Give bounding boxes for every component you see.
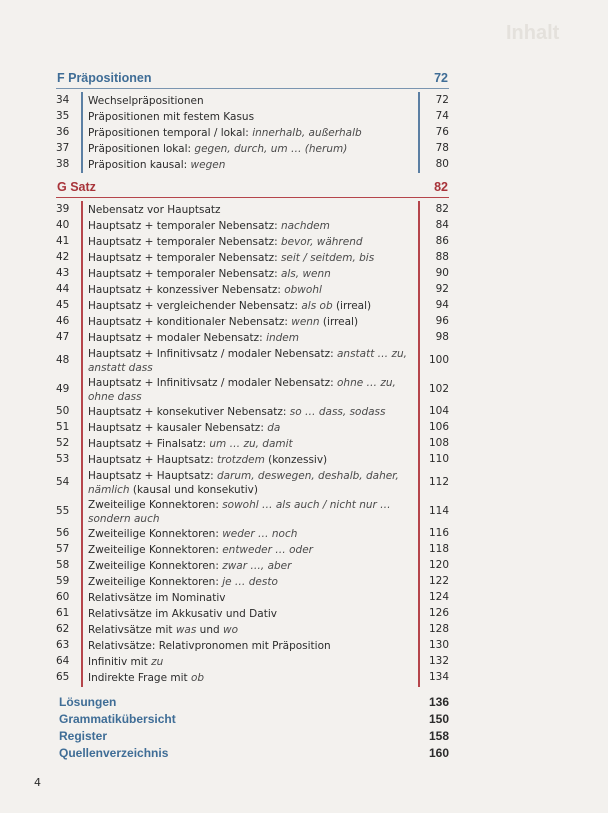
chapter-number: 64: [56, 655, 70, 667]
toc-row[interactable]: [56, 419, 449, 435]
appendix-label: Quellenverzeichnis: [59, 746, 169, 760]
chapter-page: 122: [428, 575, 449, 587]
toc-row[interactable]: [56, 265, 449, 281]
chapter-page: 102: [428, 382, 449, 395]
chapter-title: Hauptsatz + kausaler Nebensatz: da: [88, 422, 281, 434]
toc-row[interactable]: [56, 669, 449, 685]
chapter-page: 110: [428, 453, 449, 465]
section-g-divider: [56, 197, 449, 198]
chapter-page: 86: [435, 235, 449, 247]
chapter-page: 84: [435, 219, 449, 231]
chapter-page: 100: [428, 353, 449, 366]
chapter-number: 37: [56, 142, 70, 154]
appendix-page: 136: [428, 695, 449, 709]
chapter-title: Hauptsatz + konzessiver Nebensatz: obwohl: [88, 284, 322, 296]
chapter-title: Relativsätze im Akkusativ und Dativ: [88, 608, 277, 620]
chapter-number: 45: [56, 299, 70, 311]
chapter-page: 112: [428, 475, 449, 488]
toc-row[interactable]: [56, 108, 449, 124]
toc-row[interactable]: [56, 281, 449, 297]
toc-row[interactable]: [56, 297, 449, 313]
chapter-number: 35: [56, 110, 70, 122]
chapter-title: Hauptsatz + Infinitivsatz / modaler Nebensatz: ohne … zu, ohne dass: [88, 377, 396, 403]
chapter-number: 36: [56, 126, 70, 138]
toc-row[interactable]: [56, 435, 449, 451]
chapter-number: 40: [56, 219, 70, 231]
chapter-number: 41: [56, 235, 70, 247]
chapter-page: 132: [428, 655, 449, 667]
chapter-title: Hauptsatz + vergleichender Nebensatz: als ob (irreal): [88, 300, 372, 312]
toc-row[interactable]: [56, 313, 449, 329]
toc-row[interactable]: [56, 403, 449, 419]
toc-row[interactable]: [56, 573, 449, 589]
chapter-number: 53: [56, 453, 70, 465]
chapter-page: 94: [435, 299, 449, 311]
toc-row[interactable]: [56, 92, 449, 108]
appendix-item-loesungen[interactable]: [59, 695, 449, 712]
chapter-title: Hauptsatz + temporaler Nebensatz: bevor, während: [88, 236, 363, 248]
chapter-page: 92: [435, 283, 449, 295]
toc-row[interactable]: [56, 451, 449, 467]
appendix-page: 160: [428, 746, 449, 760]
toc-row[interactable]: [56, 541, 449, 557]
chapter-number: 43: [56, 267, 70, 279]
toc-row[interactable]: [56, 653, 449, 669]
chapter-number: 57: [56, 543, 70, 555]
ghost-inhalt-title: Inhalt: [506, 22, 560, 44]
chapter-title: Infinitiv mit zu: [88, 656, 164, 668]
chapter-page: 118: [428, 543, 449, 555]
section-f-page: 72: [434, 71, 448, 85]
chapter-page: 106: [428, 421, 449, 433]
chapter-page: 120: [428, 559, 449, 571]
section-g-title: G Satz: [57, 180, 96, 194]
chapter-title: Nebensatz vor Hauptsatz: [88, 204, 221, 216]
section-f-divider: [56, 88, 449, 89]
chapter-title: Hauptsatz + Finalsatz: um … zu, damit: [88, 438, 293, 450]
chapter-page: 74: [435, 110, 449, 122]
chapter-page: 80: [435, 158, 449, 170]
appendix-item-grammatikuebersicht[interactable]: [59, 712, 449, 729]
chapter-title: Hauptsatz + Hauptsatz: darum, deswegen, deshalb, daher, nämlich (kausal und konsekutiv): [88, 470, 399, 496]
chapter-number: 42: [56, 251, 70, 263]
toc-row[interactable]: [56, 156, 449, 172]
chapter-page: 72: [435, 94, 449, 106]
appendix-item-register[interactable]: [59, 729, 449, 746]
chapter-number: 39: [56, 203, 70, 215]
page-number: 4: [34, 776, 41, 789]
chapter-title: Präpositionen mit festem Kasus: [88, 111, 255, 123]
chapter-number: 59: [56, 575, 70, 587]
chapter-title: Hauptsatz + Hauptsatz: trotzdem (konzessiv): [88, 454, 328, 466]
chapter-page: 124: [428, 591, 449, 603]
chapter-title: Relativsätze im Nominativ: [88, 592, 226, 604]
chapter-title: Indirekte Frage mit ob: [88, 672, 205, 684]
toc-row[interactable]: [56, 140, 449, 156]
chapter-page: 128: [428, 623, 449, 635]
chapter-number: 46: [56, 315, 70, 327]
chapter-number: 48: [56, 353, 70, 366]
section-g-rows: [56, 201, 449, 685]
chapter-page: 90: [435, 267, 449, 279]
toc-row[interactable]: [56, 467, 449, 496]
chapter-number: 60: [56, 591, 70, 603]
chapter-number: 56: [56, 527, 70, 539]
appendix-page: 150: [428, 712, 449, 726]
chapter-title: Zweiteilige Konnektoren: zwar …, aber: [88, 560, 292, 572]
chapter-number: 62: [56, 623, 70, 635]
chapter-page: 104: [428, 405, 449, 417]
chapter-page: 82: [435, 203, 449, 215]
chapter-number: 50: [56, 405, 70, 417]
chapter-title: Wechselpräpositionen: [88, 95, 204, 107]
toc-row[interactable]: [56, 249, 449, 265]
toc-row[interactable]: [56, 621, 449, 637]
chapter-number: 44: [56, 283, 70, 295]
toc-row[interactable]: [56, 525, 449, 541]
toc-row[interactable]: [56, 233, 449, 249]
section-f-rows: [56, 92, 449, 172]
chapter-number: 51: [56, 421, 70, 433]
appendix-page: 158: [428, 729, 449, 743]
chapter-number: 49: [56, 382, 70, 395]
appendix-item-quellenverzeichnis[interactable]: [59, 746, 449, 763]
appendix-label: Register: [59, 729, 108, 743]
chapter-title: Zweiteilige Konnektoren: sowohl … als auch / nicht nur … sondern auch: [88, 499, 391, 525]
chapter-title: Hauptsatz + modaler Nebensatz: indem: [88, 332, 299, 344]
chapter-number: 58: [56, 559, 70, 571]
section-f-heading[interactable]: [57, 71, 448, 89]
chapter-page: 76: [435, 126, 449, 138]
chapter-title: Hauptsatz + temporaler Nebensatz: als, wenn: [88, 268, 331, 280]
chapter-page: 98: [435, 331, 449, 343]
chapter-title: Hauptsatz + temporaler Nebensatz: seit / seitdem, bis: [88, 252, 375, 264]
toc-row[interactable]: [56, 557, 449, 573]
appendix-list: [59, 695, 449, 763]
chapter-title: Relativsätze: Relativpronomen mit Präposition: [88, 640, 331, 652]
chapter-page: 78: [435, 142, 449, 154]
chapter-page: 114: [428, 504, 449, 517]
chapter-title: Zweiteilige Konnektoren: entweder … oder: [88, 544, 313, 556]
chapter-title: Zweiteilige Konnektoren: je … desto: [88, 576, 278, 588]
chapter-page: 126: [428, 607, 449, 619]
chapter-page: 116: [428, 527, 449, 539]
chapter-page: 108: [428, 437, 449, 449]
section-g-heading[interactable]: [57, 180, 448, 198]
chapter-title: Hauptsatz + temporaler Nebensatz: nachdem: [88, 220, 330, 232]
toc-row[interactable]: [56, 496, 449, 525]
toc-row[interactable]: [56, 345, 449, 374]
toc-row[interactable]: [56, 329, 449, 345]
chapter-number: 61: [56, 607, 70, 619]
toc-row[interactable]: [56, 201, 449, 217]
chapter-title: Relativsätze mit was und wo: [88, 624, 238, 636]
chapter-page: 96: [435, 315, 449, 327]
toc-row[interactable]: [56, 589, 449, 605]
chapter-number: 55: [56, 504, 70, 517]
chapter-page: 130: [428, 639, 449, 651]
section-g-page: 82: [434, 180, 448, 194]
chapter-title: Präposition kausal: wegen: [88, 159, 226, 171]
chapter-title: Zweiteilige Konnektoren: weder … noch: [88, 528, 298, 540]
chapter-title: Hauptsatz + konsekutiver Nebensatz: so … dass, sodass: [88, 406, 386, 418]
chapter-number: 54: [56, 475, 70, 488]
chapter-number: 63: [56, 639, 70, 651]
toc-row[interactable]: [56, 124, 449, 140]
chapter-number: 65: [56, 671, 70, 683]
section-f-title: F Präpositionen: [57, 71, 152, 85]
chapter-page: 134: [428, 671, 449, 683]
chapter-title: Hauptsatz + konditionaler Nebensatz: wenn (irreal): [88, 316, 359, 328]
appendix-label: Lösungen: [59, 695, 117, 709]
toc-row[interactable]: [56, 374, 449, 403]
chapter-title: Hauptsatz + Infinitivsatz / modaler Nebensatz: anstatt … zu, anstatt dass: [88, 348, 408, 374]
chapter-title: Präpositionen temporal / lokal: innerhalb, außerhalb: [88, 127, 362, 139]
chapter-page: 88: [435, 251, 449, 263]
chapter-number: 52: [56, 437, 70, 449]
toc-row[interactable]: [56, 217, 449, 233]
chapter-number: 34: [56, 94, 70, 106]
chapter-number: 38: [56, 158, 70, 170]
chapter-title: Präpositionen lokal: gegen, durch, um … (herum): [88, 143, 348, 155]
toc-row[interactable]: [56, 637, 449, 653]
appendix-label: Grammatikübersicht: [59, 712, 176, 726]
toc-row[interactable]: [56, 605, 449, 621]
chapter-number: 47: [56, 331, 70, 343]
